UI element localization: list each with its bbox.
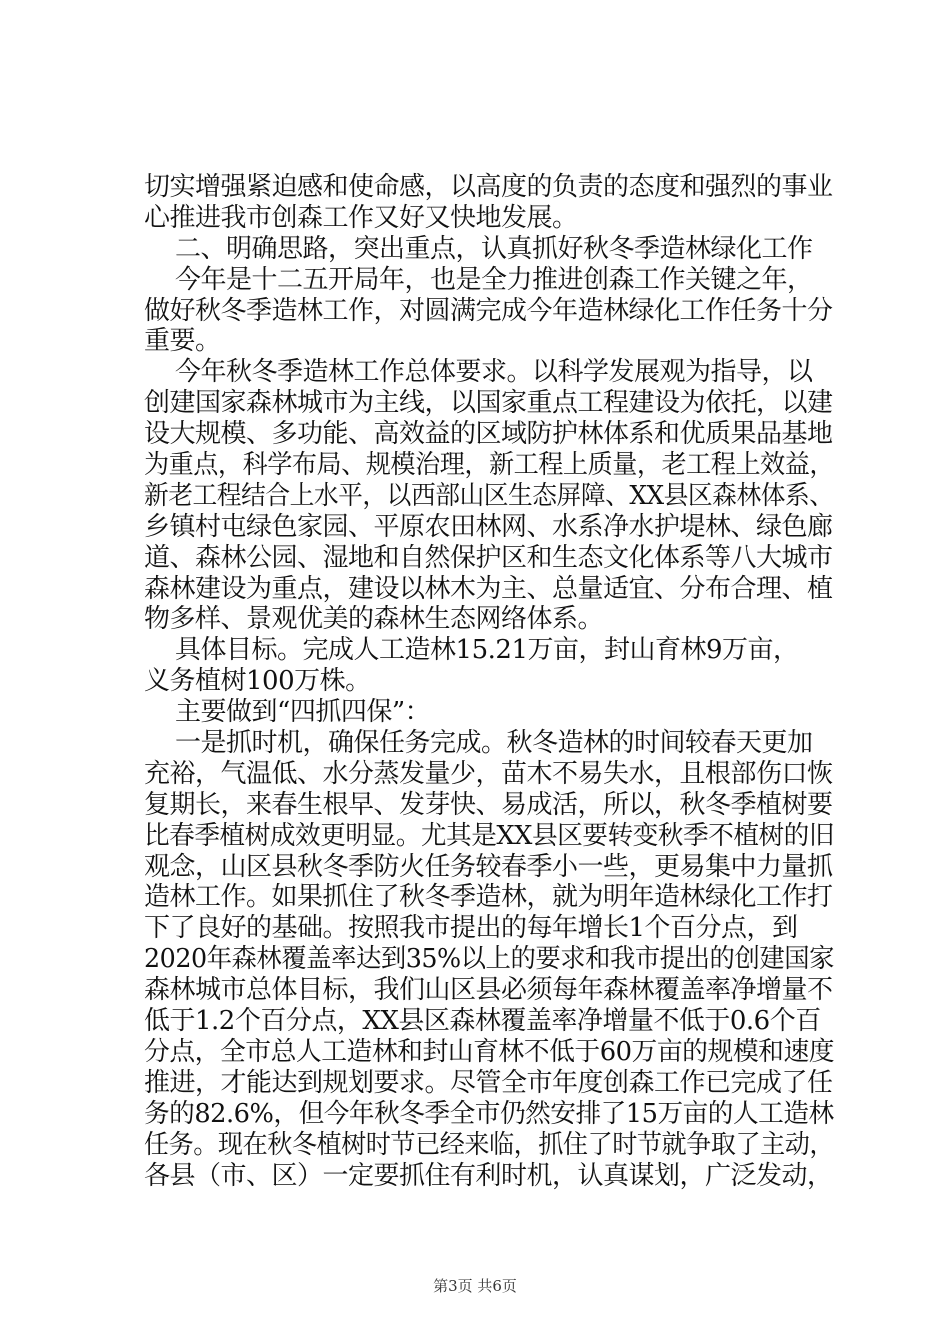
text-line: 观念，山区县秋冬季防火任务较春季小一些，更易集中力量抓 [144,851,833,882]
page-footer: 第3页 共6页 [433,1277,517,1295]
text-line: 重要。 [144,326,221,357]
text-line: 主要做到“四抓四保”： [144,697,431,728]
text-line: 复期长，来春生根早、发芽快、易成活，所以，秋冬季植树要 [144,789,833,820]
text-line: 设大规模、多功能、高效益的区域防护林体系和优质果品基地 [144,419,833,450]
text-line: 物多样、景观优美的森林生态网络体系。 [144,604,604,635]
text-line: 乡镇村屯绿色家园、平原农田林网、水系净水护堤林、绿色廊 [144,511,833,542]
document-body [144,172,834,1191]
text-line: 分点，全市总人工造林和封山育林不低于60万亩的规模和速度 [144,1036,835,1067]
text-line: 下了良好的基础。按照我市提出的每年增长1个百分点，到 [144,913,798,944]
text-line: 充裕，气温低、水分蒸发量少，苗木不易失水，且根部伤口恢 [144,758,833,789]
text-line: 切实增强紧迫感和使命感，以高度的负责的态度和强烈的事业 [144,172,833,202]
text-line: 比春季植树成效更明显。尤其是XX县区要转变秋季不植树的旧 [144,820,835,851]
text-line: 推进，才能达到规划要求。尽管全市年度创森工作已完成了任 [144,1067,833,1098]
text-line: 具体目标。完成人工造林15.21万亩，封山育林9万亩， [144,635,799,666]
text-line: 做好秋冬季造林工作，对圆满完成今年造林绿化工作任务十分 [144,295,833,326]
text-line: 二、明确思路，突出重点，认真抓好秋冬季造林绿化工作 [144,233,813,264]
text-line: 道、森林公园、湿地和自然保护区和生态文化体系等八大城市 [144,542,833,573]
text-line: 今年是十二五开局年，也是全力推进创森工作关键之年， [144,264,813,295]
text-line: 新老工程结合上水平，以西部山区生态屏障、XX县区森林体系、 [144,480,834,511]
text-line: 心推进我市创森工作又好又快地发展。 [144,202,578,233]
text-line: 务的82.6%，但今年秋冬季全市仍然安排了15万亩的人工造林 [144,1098,834,1129]
text-line: 各县（市、区）一定要抓住有利时机，认真谋划，广泛发动， [144,1160,833,1191]
text-line: 造林工作。如果抓住了秋冬季造林，就为明年造林绿化工作打 [144,882,833,913]
text-line: 义务植树100万株。 [144,666,371,697]
text-line: 今年秋冬季造林工作总体要求。以科学发展观为指导，以 [144,357,813,388]
text-line: 森林建设为重点，建设以林木为主、总量适宜、分布合理、植 [144,573,833,604]
text-line: 一是抓时机，确保任务完成。秋冬造林的时间较春天更加 [144,728,813,759]
text-line: 任务。现在秋冬植树时节已经来临，抓住了时节就争取了主动， [144,1129,835,1160]
text-line: 低于1.2个百分点，XX县区森林覆盖率净增量不低于0.6个百 [144,1006,821,1037]
text-line: 为重点，科学布局、规模治理，新工程上质量，老工程上效益， [144,450,835,481]
text-line: 森林城市总体目标，我们山区县必须每年森林覆盖率净增量不 [144,975,833,1006]
text-line: 创建国家森林城市为主线，以国家重点工程建设为依托，以建 [144,388,833,419]
text-line: 2020年森林覆盖率达到35%以上的要求和我市提出的创建国家 [144,944,835,975]
